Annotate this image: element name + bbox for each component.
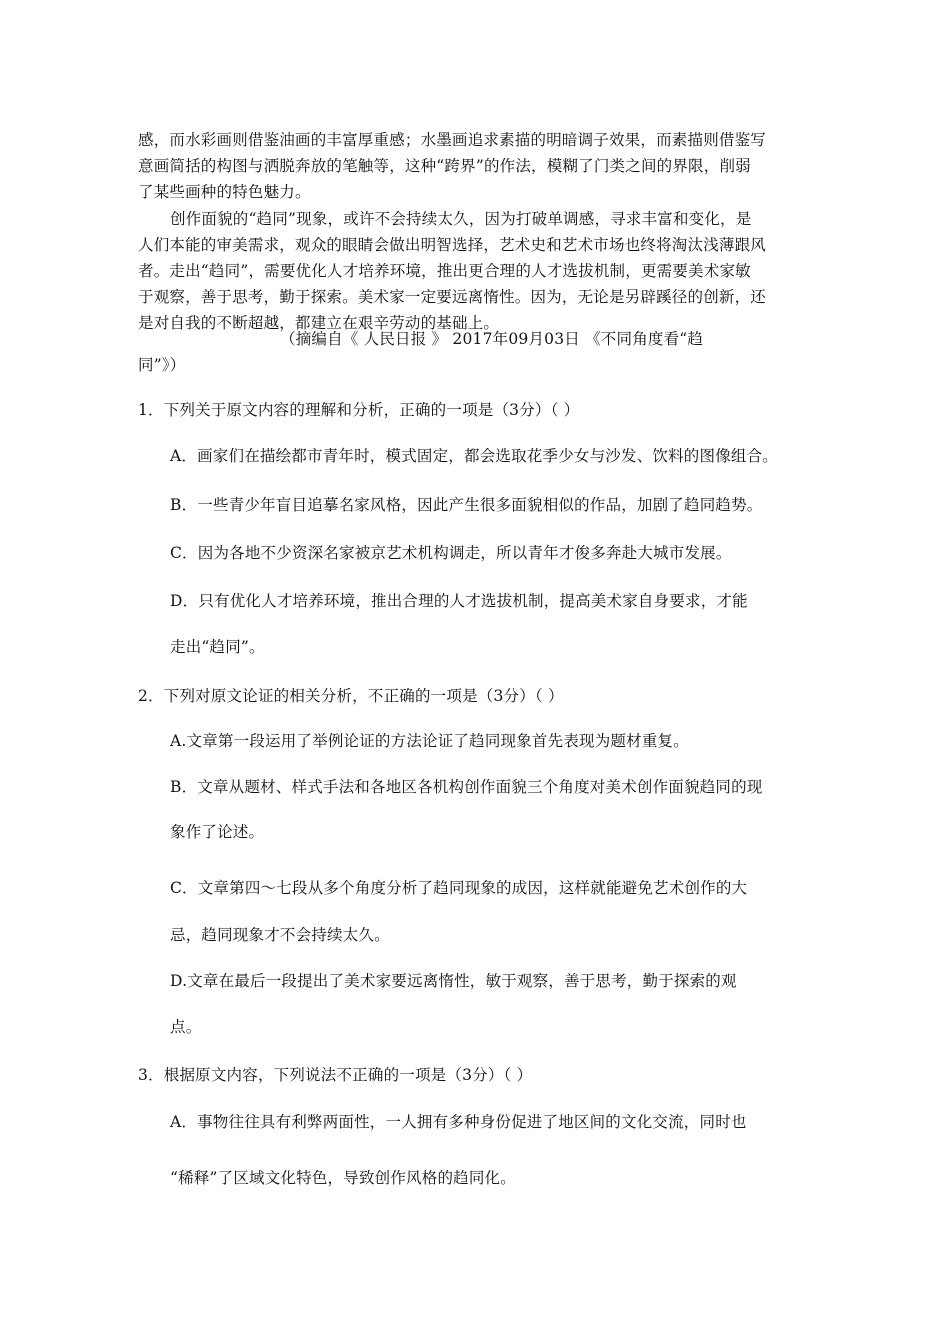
question-stem: 2．下列对原文论证的相关分析，不正确的一项是（3分）（ ） (138, 687, 564, 705)
passage-line: 感，而水彩画则借鉴油画的丰富厚重感；水墨画追求素描的明暗调子效果，而素描则借鉴写 (138, 131, 767, 149)
passage-line: 人们本能的审美需求，观众的眼睛会做出明智选择，艺术史和艺术市场也终将淘汰浅薄跟风 (138, 236, 767, 254)
option-b: B．文章从题材、样式手法和各地区各机构创作面貌三个角度对美术创作面貌趋同的现 (170, 778, 763, 796)
question-stem: 1．下列关于原文内容的理解和分析，正确的一项是（3分）（ ） (138, 401, 580, 419)
option-c-continued: 忌，趋同现象才不会持续太久。 (170, 926, 390, 944)
option-b-continued: 象作了论述。 (170, 823, 265, 841)
passage-line: 是对自我的不断超越，都建立在艰辛劳动的基础上。 (138, 314, 500, 332)
passage-line: 创作面貌的“趋同”现象，或许不会持续太久，因为打破单调感，寻求丰富和变化，是 (170, 210, 752, 228)
option-d-continued: 点。 (170, 1018, 202, 1036)
passage-line: 于观察，善于思考，勤于探索。美术家一定要远离惰性。因为，无论是另辟蹊径的创新，还 (138, 288, 767, 306)
citation: （摘编自《 人民日报 》 2017年09月03日 《不同角度看“趋 (280, 330, 704, 348)
passage-line: 了某些画种的特色魅力。 (138, 183, 311, 201)
option-a: A．画家们在描绘都市青年时，模式固定，都会选取花季少女与沙发、饮料的图像组合。 (170, 447, 778, 465)
citation-continued: 同”》） (138, 356, 186, 374)
option-c: C．因为各地不少资深名家被京艺术机构调走，所以青年才俊多奔赴大城市发展。 (170, 544, 732, 562)
option-d-continued: 走出“趋同”。 (170, 638, 265, 656)
option-d: D．只有优化人才培养环境，推出合理的人才选拔机制，提高美术家自身要求，才能 (170, 592, 748, 610)
option-b: B．一些青少年盲目追摹名家风格，因此产生很多面貌相似的作品，加剧了趋同趋势。 (170, 496, 763, 514)
option-c: C．文章第四～七段从多个角度分析了趋同现象的成因，这样就能避免艺术创作的大 (170, 879, 748, 897)
question-stem: 3．根据原文内容，下列说法不正确的一项是（3分）（ ） (138, 1066, 533, 1084)
option-a: A.文章第一段运用了举例论证的方法论证了趋同现象首先表现为题材重复。 (170, 732, 689, 750)
option-a: A．事物往往具有利弊两面性，一人拥有多种身份促进了地区间的文化交流，同时也 (170, 1113, 747, 1131)
passage-line: 者。走出“趋同”，需要优化人才培养环境，推出更合理的人才选拔机制，更需要美术家敏 (138, 262, 751, 280)
option-d: D.文章在最后一段提出了美术家要远离惰性，敏于观察，善于思考，勤于探索的观 (170, 972, 737, 990)
passage-line: 意画简括的构图与洒脱奔放的笔触等，这种“跨界”的作法，模糊了门类之间的界限，削弱 (138, 157, 751, 175)
option-a-continued: “稀释”了区域文化特色，导致创作风格的趋同化。 (170, 1169, 516, 1187)
